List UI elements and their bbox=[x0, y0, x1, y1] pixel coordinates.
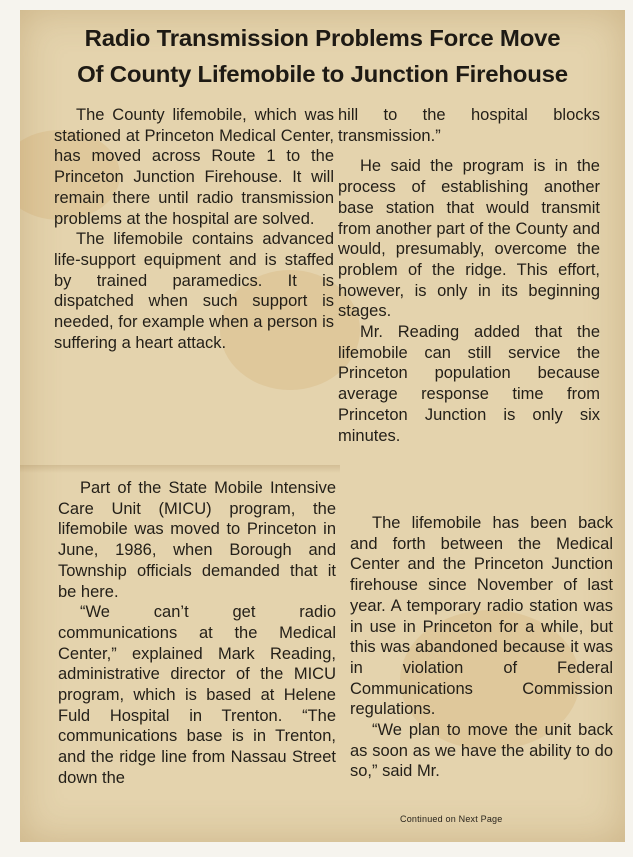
left-column-bottom bbox=[58, 478, 336, 789]
paragraph: “We can’t get radio communications at the Medical Center,” explained Mark Reading, administrative director of the MICU program, which is based at Helene Fuld Hospital in Trenton. “The communications base is in Trenton, and the ridge line from Nassau Street down the bbox=[58, 603, 336, 787]
paragraph-gap bbox=[338, 146, 600, 156]
paragraph: He said the program is in the process of establishing another base station that would transmit from another part of the County and would, presumably, overcome the problem of the ridge. This effort, however, is only in its beginning stages. bbox=[338, 157, 600, 321]
right-column-top bbox=[338, 105, 600, 446]
paragraph: “We plan to move the unit back as soon as we have the ability to do so,” said Mr. bbox=[350, 721, 613, 781]
paragraph: hill to the hospital blocks transmission.” bbox=[338, 106, 600, 145]
paragraph: Part of the State Mobile Intensive Care Unit (MICU) program, the lifemobile was moved to Princeton in June, 1986, when Borough and Township officials demanded that it be here. bbox=[58, 479, 336, 601]
paragraph: The lifemobile contains advanced life-support equipment and is staffed by trained paramedics. It is dispatched when such support is needed, for example when a person is suffering a heart attack. bbox=[54, 230, 334, 352]
paragraph: The lifemobile has been back and forth between the Medical Center and the Princeton Junction firehouse since November of last year. A temporary radio station was in use in Princeton for a while, but this was abandoned because it was in violation of Federal Communications Commission regulations. bbox=[350, 514, 613, 719]
headline bbox=[20, 20, 625, 92]
left-column-top bbox=[54, 105, 334, 353]
paragraph: The County lifemobile, which was stationed at Princeton Medical Center, has moved across Route 1 to the Princeton Junction Firehouse. It will remain there until radio transmission problems at the hospital are solved. bbox=[54, 106, 334, 228]
paragraph: Mr. Reading added that the lifemobile can still service the Princeton population because average response time from Princeton Junction is only six minutes. bbox=[338, 323, 600, 445]
headline-line-2: Of County Lifemobile to Junction Firehouse bbox=[77, 61, 568, 87]
paper-fold-line bbox=[20, 465, 340, 473]
continued-note: Continued on Next Page bbox=[400, 814, 503, 824]
right-column-bottom bbox=[350, 513, 613, 782]
newspaper-clipping bbox=[20, 10, 625, 842]
headline-line-1: Radio Transmission Problems Force Move bbox=[84, 25, 561, 51]
